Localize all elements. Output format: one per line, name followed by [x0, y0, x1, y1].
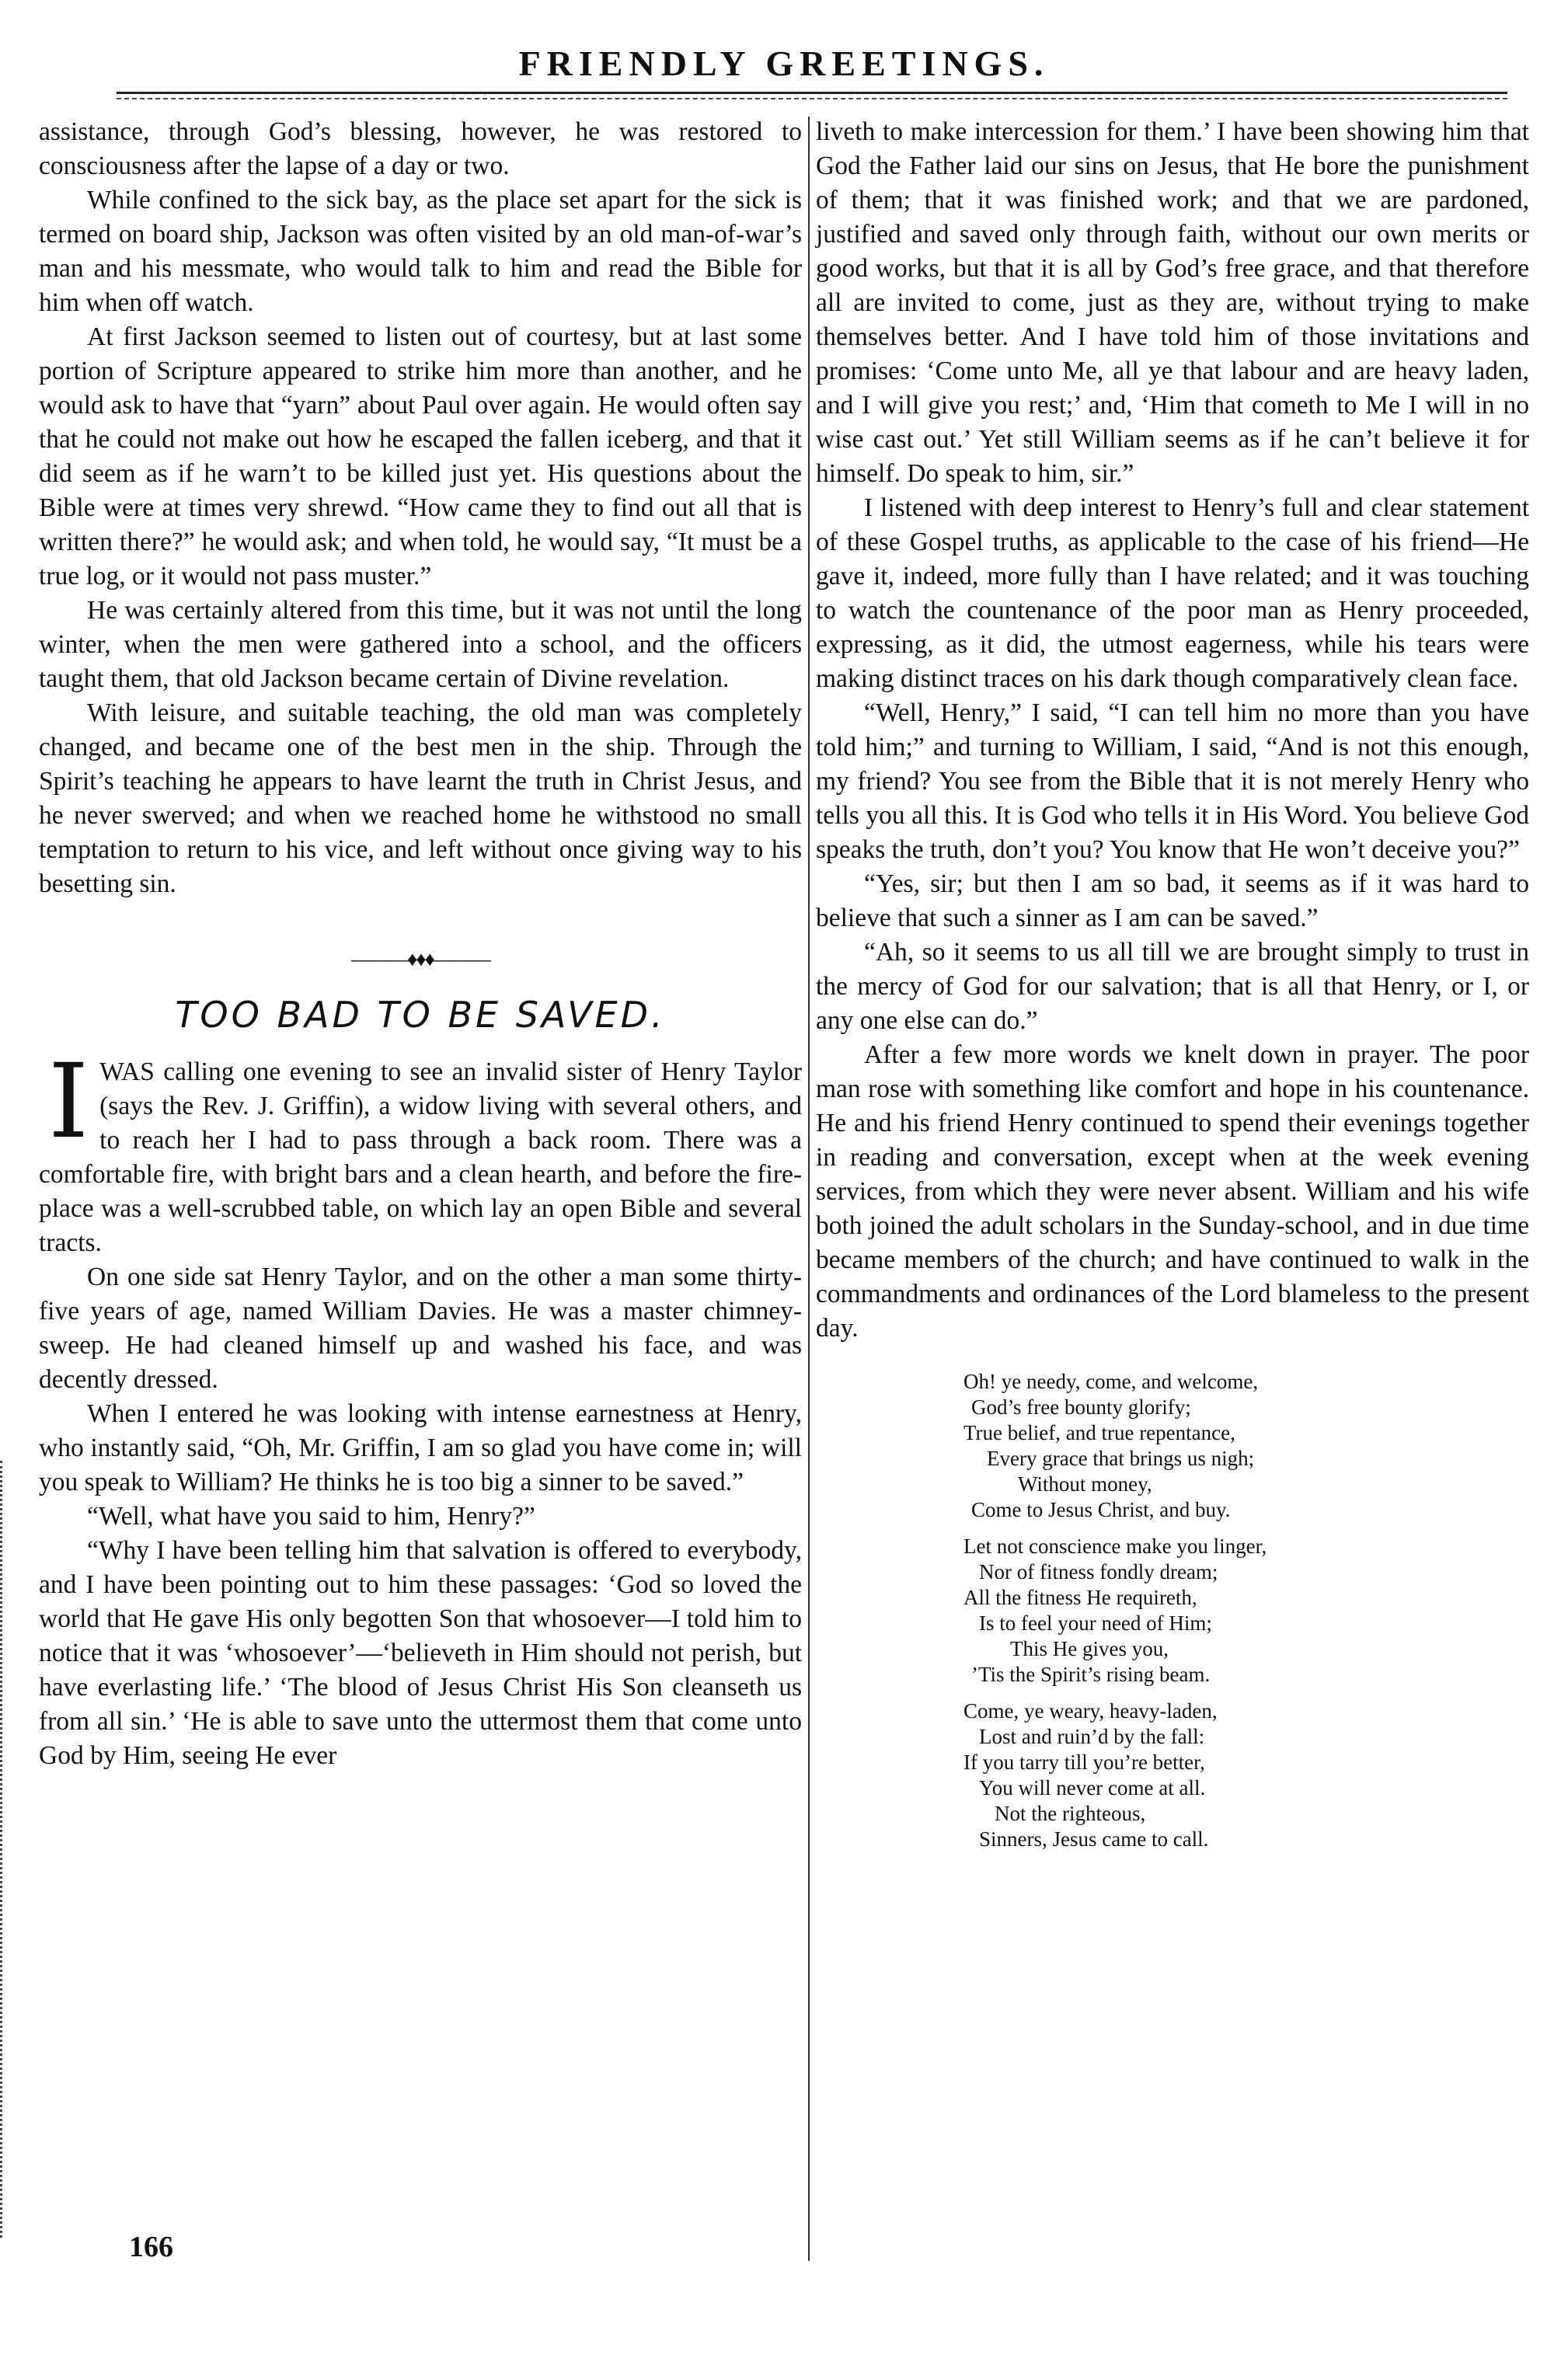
article-title: TOO BAD TO BE SAVED. — [175, 994, 666, 1036]
paragraph: While confined to the sick bay, as the place set apart for the sick is termed on board ship, Jackson was often visited by an old man-of-war’s man and his messmate, who would talk to him and read the Bible for him when off watch. — [39, 186, 802, 317]
paragraph: liveth to make intercession for them.’ I have been showing him that God the Father laid our sins on Jesus, that He bore the punishment of them; that it was finished work; and that we are pardoned, justified and saved only through faith, without our own merits or good works, but that it is all by God’s free grace, and that therefore all are invited to come, just as they are, without trying to make themselves better. And I have told him of those invitations and promises: ‘Come unto Me, all ye that labour and are heavy laden, and I will give you rest;’ and, ‘Him that cometh to Me I will in no wise cast out.’ Yet still William seems as if he can’t believe it for himself. Do speak to him, sir.” — [816, 117, 1529, 488]
header-rule — [117, 92, 1507, 94]
paragraph: “Well, Henry,” I said, “I can tell him no more than you have told him;” and turning to William, I said, “And is not this enough, my friend? You see from the Bible that it is not merely Henry who tells you all this. It is God who tells it in His Word. You believe God speaks the truth, don’t you? You know that He won’t deceive you?” — [816, 698, 1529, 864]
poem-line: Come, ye weary, heavy-laden, — [963, 1699, 1218, 1723]
paragraph: “Yes, sir; but then I am so bad, it seems as if it was hard to believe that such a sinner as I am can be saved.” — [816, 869, 1529, 932]
poem-line: Is to feel your need of Him; — [979, 1611, 1212, 1635]
poem-line: If you tarry till you’re better, — [963, 1751, 1205, 1774]
poem-stanza — [963, 1534, 1529, 1688]
paragraph: “Why I have been telling him that salvation is offered to everybody, and I have been pointing out to him these passages: ‘God so loved the world that He gave His only begotten Son that whosoever—I told him to notice that it was ‘whosoever’—‘believeth in Him should not perish, but have everlasting life.’ ‘The blood of Jesus Christ His Son cleanseth us from all sin.’ ‘He is able to save unto the uttermost them that come unto God by Him, seeing He ever — [39, 1536, 802, 1770]
poem-line: This He gives you, — [1010, 1637, 1169, 1660]
poem-line: Oh! ye needy, come, and welcome, — [963, 1370, 1259, 1393]
paragraph: On one side sat Henry Taylor, and on the other a man some thirty-five years of age, named William Davies. He was a master chimney-sweep. He had cleaned himself up and washed his face, and was decently dressed. — [39, 1263, 802, 1394]
poem-line: Let not conscience make you linger, — [963, 1535, 1267, 1558]
paragraph: With leisure, and suitable teaching, the old man was completely changed, and became one of the best men in the ship. Through the Spirit’s teaching he appears to have learnt the truth in Christ Jesus, and he never swerved; and when we reached home he withstood no small temptation to return to his vice, and left without once giving way to his besetting sin. — [39, 698, 802, 898]
header-rule-dashed — [117, 98, 1507, 99]
running-header: FRIENDLY GREETINGS. — [518, 44, 1050, 83]
poem-line: Every grace that brings us nigh; — [987, 1447, 1255, 1470]
paragraph: “Well, what have you said to him, Henry?” — [87, 1502, 535, 1531]
right-column — [816, 115, 1529, 1863]
left-column — [39, 115, 802, 1773]
paragraph: assistance, through God’s blessing, however, he was restored to consciousness after the lapse of a day or two. — [39, 117, 802, 180]
poem-stanza — [963, 1369, 1529, 1523]
column-divider — [808, 117, 810, 2261]
poem-line: All the fitness He requireth, — [963, 1586, 1197, 1609]
hymn-poem — [816, 1369, 1529, 1852]
poem-line: Lost and ruin’d by the fall: — [979, 1725, 1205, 1748]
paragraph: At first Jackson seemed to listen out of courtesy, but at last some portion of Scripture appeared to strike him more than another, and he would ask to have that “yarn” about Paul over again. He would often say that he could not make out how he escaped the fallen iceberg, and that it did seem as if he warn’t to be killed just yet. His questions about the Bible were at times very shrewd. “How came they to find out all that is written there?” he would ask; and when told, he would say, “It must be a true log, or it would not pass muster.” — [39, 322, 802, 590]
paragraph: After a few more words we knelt down in prayer. The poor man rose with something like comfort and hope in his countenance. He and his friend Henry continued to spend their evenings together in reading and conversation, except when at the week evening services, from which they were never absent. William and his wife both joined the adult scholars in the Sunday-school, and in due time became members of the church; and have continued to walk in the commandments and ordinances of the Lord blameless to the present day. — [816, 1040, 1529, 1343]
poem-line: God’s free bounty glorify; — [971, 1395, 1191, 1419]
section-ornament: ———♦♦♦——— — [351, 948, 490, 970]
page-number: 166 — [129, 2231, 173, 2263]
paragraph: “Ah, so it seems to us all till we are brought simply to trust in the mercy of God for our salvation; that is all that Henry, or I, or any one else can do.” — [816, 938, 1529, 1035]
poem-line: Nor of fitness fondly dream; — [979, 1560, 1218, 1583]
article-opening-paragraph — [39, 1042, 802, 1260]
drop-cap: I — [48, 1042, 89, 1162]
poem-line: Not the righteous, — [995, 1802, 1146, 1825]
poem-line: Sinners, Jesus came to call. — [979, 1827, 1209, 1851]
poem-line: Without money, — [1018, 1472, 1152, 1496]
poem-line: You will never come at all. — [979, 1776, 1206, 1799]
paragraph: When I entered he was looking with intense earnestness at Henry, who instantly said, “Oh, Mr. Griffin, I am so glad you have come in; will you speak to William? He thinks he is too big a sinner to be saved.” — [39, 1399, 802, 1496]
page-edge-mark — [0, 1461, 2, 2238]
poem-line: ’Tis the Spirit’s rising beam. — [971, 1663, 1211, 1686]
poem-line: True belief, and true repentance, — [963, 1421, 1235, 1444]
poem-line: Come to Jesus Christ, and buy. — [971, 1498, 1231, 1521]
article-opening-text: WAS calling one evening to see an invalid sister of Henry Taylor (says the Rev. J. Griffin), a widow living with several others, and to reach her I had to pass through a back room. There was a comfortable fire, with bright bars and a clean hearth, and before the fire-place was a well-scrubbed table, on which lay an open Bible and several tracts. — [39, 1057, 802, 1257]
poem-stanza — [963, 1698, 1529, 1852]
paragraph: I listened with deep interest to Henry’s full and clear statement of these Gospel truths, as applicable to the case of his friend—He gave it, indeed, more fully than I have related; and it was touching to watch the countenance of the poor man as Henry proceeded, expressing, as it did, the utmost eagerness, while his tears were making distinct traces on his dark though comparatively clean face. — [816, 493, 1529, 693]
paragraph: He was certainly altered from this time, but it was not until the long winter, when the men were gathered into a school, and the officers taught them, that old Jackson became certain of Divine revelation. — [39, 596, 802, 693]
